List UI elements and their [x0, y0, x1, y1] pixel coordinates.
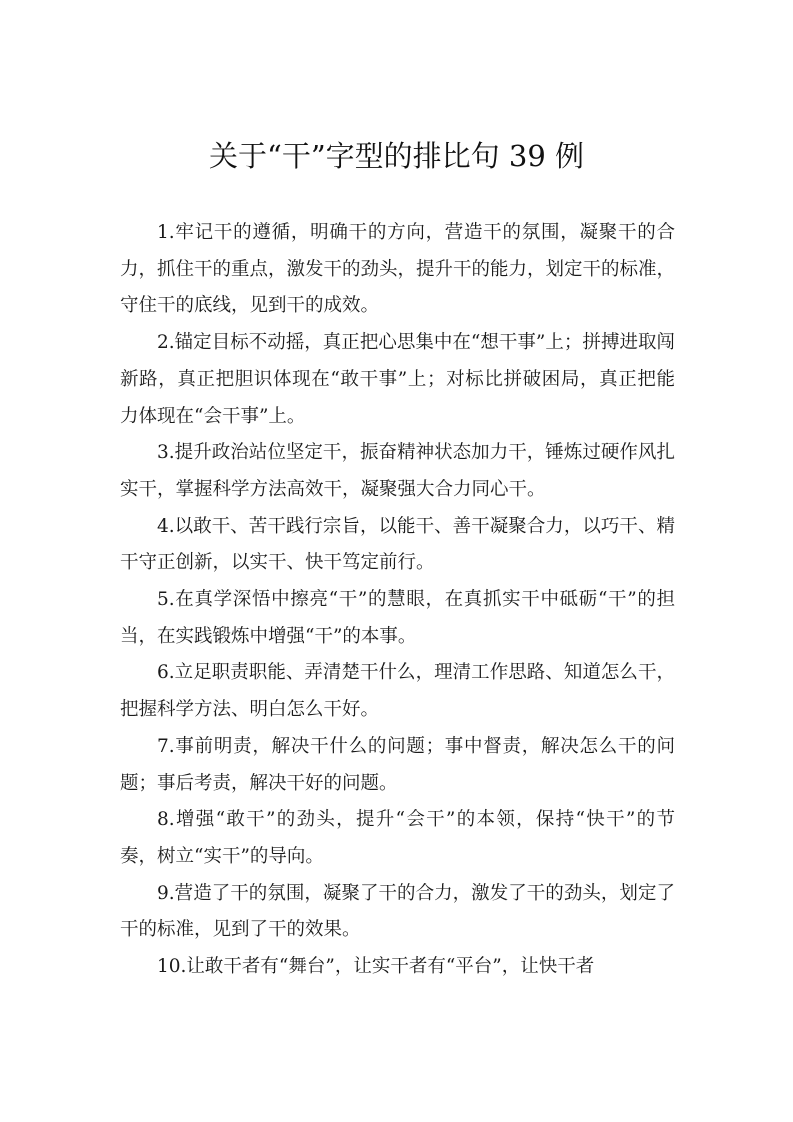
paragraph-9: 9.营造了干的氛围，凝聚了干的合力，激发了干的劲头，划定了干的标准，见到了干的效果。: [120, 882, 675, 941]
paragraph-7: 7.事前明责，解决干什么的问题；事中督责，解决怎么干的问题；事后考责，解决干好的问题。: [120, 735, 675, 794]
paragraph-6: 6.立足职责职能、弄清楚干什么，理清工作思路、知道怎么干，把握科学方法、明白怎么干好。: [120, 662, 675, 721]
paragraph-8: 8.增强“敢干”的劲头，提升“会干”的本领，保持“快干”的节奏，树立“实干”的导向。: [120, 809, 675, 867]
paragraph-4: 4.以敢干、苦干践行宗旨，以能干、善干凝聚合力，以巧干、精干守正创新，以实干、快干笃定前行。: [120, 515, 675, 574]
paragraph-2: 2.锚定目标不动摇，真正把心思集中在“想干事”上；拼搏进取闯新路，真正把胆识体现在“敢干事”上；对标比拼破困局，真正把能力体现在“会干事”上。: [120, 332, 675, 427]
paragraph-10: 10.让敢干者有“舞台”，让实干者有“平台”，让快干者: [157, 956, 595, 978]
paragraph-1: 1.牢记干的遵循，明确干的方向，营造干的氛围，凝聚干的合力，抓住干的重点，激发干的劲头，提升干的能力，划定干的标准，守住干的底线，见到干的成效。: [120, 222, 676, 317]
paragraph-3: 3.提升政治站位坚定干，振奋精神状态加力干，锤炼过硬作风扎实干，掌握科学方法高效干，凝聚强大合力同心干。: [120, 442, 675, 500]
document-body: [120, 215, 675, 986]
document-title: 关于“干”字型的排比句 39 例: [209, 139, 584, 173]
paragraph-5: 5.在真学深悟中擦亮“干”的慧眼，在真抓实干中砥砺“干”的担当，在实践锻炼中增强“干”的本事。: [120, 589, 675, 647]
